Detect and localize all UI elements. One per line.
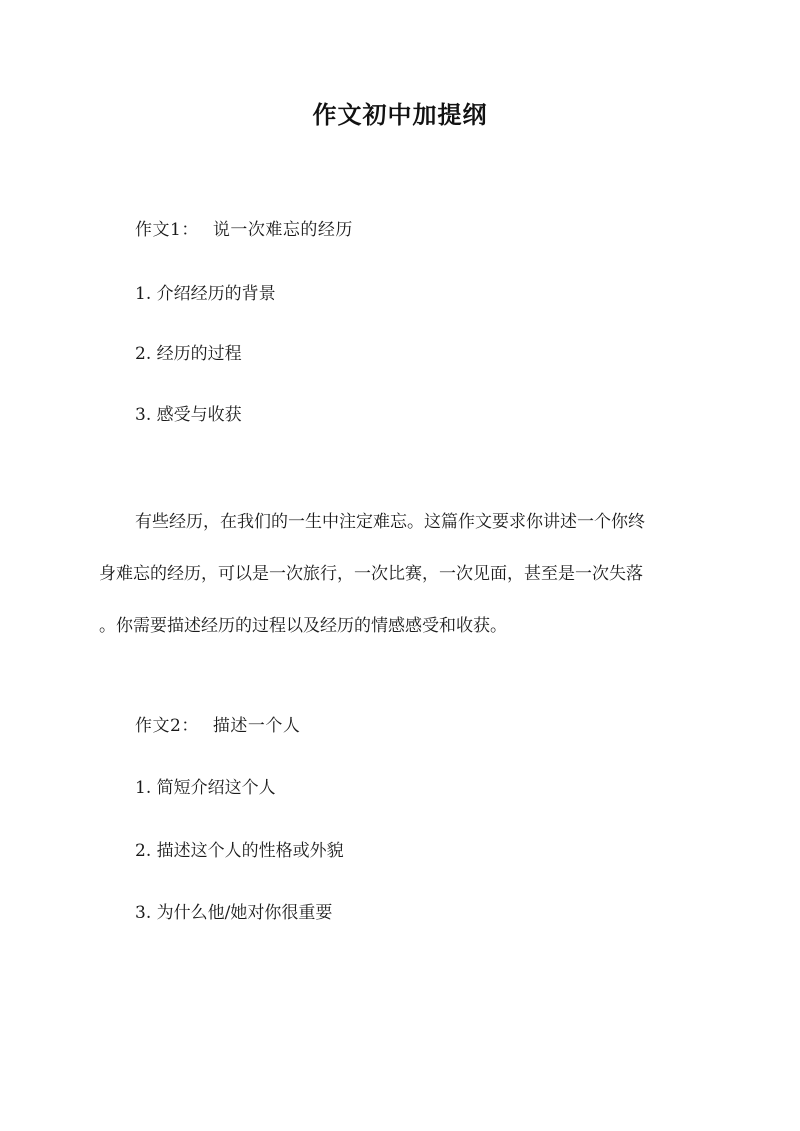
- essay-1-point-3: 3. 感受与收获: [135, 405, 242, 425]
- essay-2-point-3: 3. 为什么他/她对你很重要: [135, 903, 333, 923]
- essay-1-description-line-3: 。你需要描述经历的过程以及经历的情感感受和收获。: [99, 616, 507, 636]
- essay-1-description-line-2: 身难忘的经历，可以是一次旅行，一次比赛，一次见面，甚至是一次失落: [99, 564, 643, 584]
- essay-1-point-1: 1. 介绍经历的背景: [135, 284, 276, 304]
- essay-2-heading: [135, 712, 300, 740]
- essay-1-point-2: 2. 经历的过程: [135, 344, 242, 364]
- essay-1-label: 作文1：: [135, 220, 199, 240]
- essay-1-topic: 说一次难忘的经历: [212, 220, 353, 240]
- document-title: 作文初中加提纲: [312, 100, 488, 129]
- essay-2-topic: 描述一个人: [212, 716, 301, 736]
- essay-2-label: 作文2：: [135, 716, 199, 736]
- essay-1-description-line-1: 有些经历，在我们的一生中注定难忘。这篇作文要求你讲述一个你终: [135, 512, 645, 532]
- essay-1-heading: [135, 216, 353, 244]
- essay-2-point-1: 1. 简短介绍这个人: [135, 778, 276, 798]
- essay-2-point-2: 2. 描述这个人的性格或外貌: [135, 841, 344, 861]
